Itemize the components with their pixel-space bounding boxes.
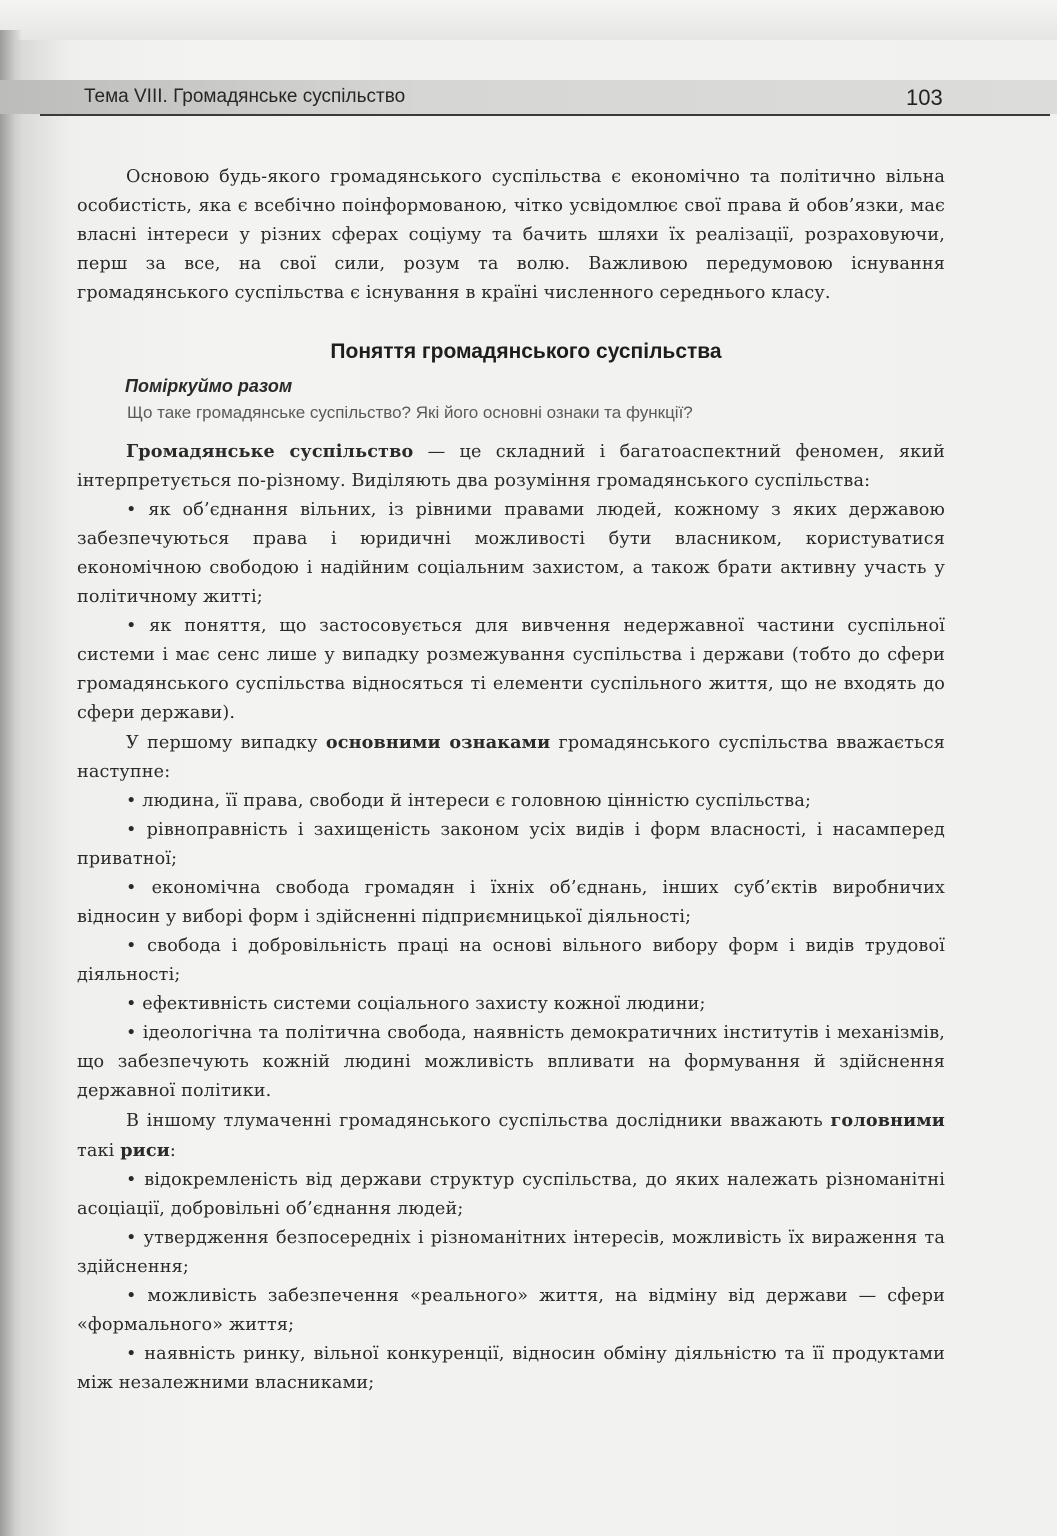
understanding-item: • як поняття, що застосовується для вивчення недержавної частини суспільної системи і має сенс лише у випадку розмежування суспільства і держави (тобто до сфери громадянського суспільства відносяться ті елементи суспільного життя, що не входять до сфери держави). [77,616,945,723]
feature-item: • ідеологічна та політична свобода, наявність демократичних інститутів і механізмів, що забезпечують кожній людині можливість впливати на формування й здійснення державної політики. [77,1023,945,1101]
second-case-paragraph [77,1106,945,1166]
intro-paragraph: Основою будь-якого громадянського суспільства є економічно та політично вільна особистість, яка є всебічно поінформованою, чітко усвідомлює свої права й обов’язки, має власні інтереси у різних сферах соціуму та бачить шляхи їх реалізації, розраховуючи, перш за все, на свої сили, розум та волю. Важливою передумовою існування громадянського суспільства є існування в країні численного середнього класу. [77,167,945,303]
definition-text: — це складний і багатоаспектний феномен, який інтерпретується по-різному. Виділяють два розуміння громадянського суспільства: [77,442,945,491]
section-heading: Поняття громадянського суспільства [330,340,722,363]
running-header-title: Тема VIII. Громадянське суспільство [84,86,406,107]
second-case-mid: такі [77,1141,121,1161]
trait-item: • можливість забезпечення «реального» життя, на відміну від держави — сфери «формального» життя; [77,1286,945,1335]
header-rule [40,114,1050,116]
first-case-paragraph [77,728,945,787]
second-case-lead: В іншому тлумаченні громадянського суспільства дослідники вважають [126,1111,831,1131]
definition-term: Громадянське суспільство [126,441,414,462]
first-case-tail: громадянського суспільства вважається наступне: [77,733,945,782]
trait-item: • відокремленість від держави структур суспільства, до яких належать різноманітні асоціації, добровільні об’єднання людей; [77,1170,945,1219]
feature-item: • рівноправність і захищеність законом усіх видів і форм власності, і насамперед приватної; [77,820,945,869]
discussion-box-question: Що таке громадянське суспільство? Які його основні ознаки та функції? [127,403,693,422]
feature-item: • людина, її права, свободи й інтереси є головною цінністю суспільства; [126,791,812,811]
discussion-box-title: Поміркуймо разом [125,376,293,396]
feature-item: • свобода і добровільність праці на основі вільного вибору форм і видів трудової діяльності; [77,936,945,985]
second-case-tail: : [169,1141,176,1161]
page-content [77,163,945,1398]
book-spine-shadow [0,30,22,1536]
understanding-item: • як об’єднання вільних, із рівними правами людей, кожному з яких державою забезпечуються права і юридичні можливості бути власником, користуватися економічною свободою і надійним соціальним захистом, а також брати активну участь у політичному житті; [77,500,945,607]
page-top-shadow [0,0,1057,40]
page-number: 103 [906,85,943,110]
first-case-lead: У першому випадку [126,733,326,753]
trait-item: • наявність ринку, вільної конкуренції, відносин обміну діяльністю та її продуктами між незалежними власниками; [77,1344,945,1393]
trait-item: • утвердження безпосередніх і різноманітних інтересів, можливість їх вираження та здійснення; [77,1228,945,1277]
first-case-bold: основними ознаками [325,732,551,753]
feature-item: • економічна свобода громадян і їхніх об’єднань, інших суб’єктів виробничих відносин у виборі форм і здійсненні підприємницької діяльності; [77,878,945,927]
second-case-bold-1: головними [830,1110,945,1131]
second-case-bold-2: риси [120,1140,170,1161]
discussion-box [77,373,945,427]
definition-paragraph [77,437,945,496]
feature-item: • ефективність системи соціального захисту кожної людини; [126,994,706,1014]
